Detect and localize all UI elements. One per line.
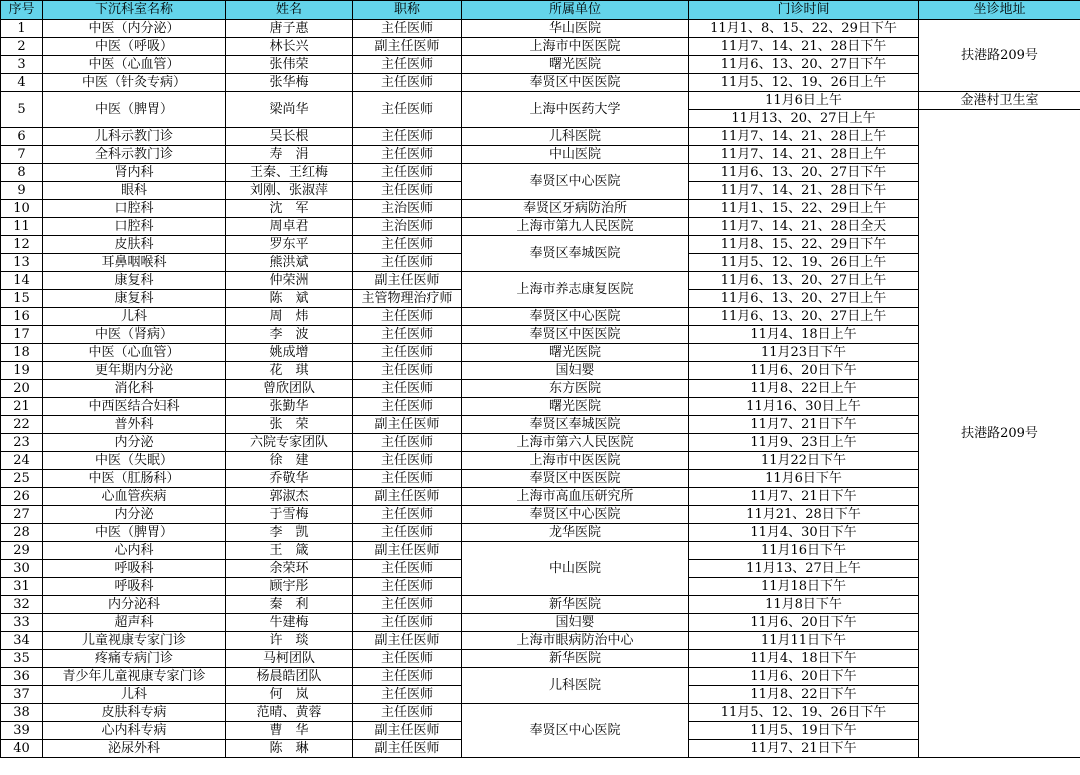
time-cell: 11月7、21日下午 <box>689 740 919 758</box>
doctor-name-cell: 六院专家团队 <box>226 434 353 452</box>
unit-cell: 上海市高血压研究所 <box>462 488 689 506</box>
time-cell: 11月16、30日上午 <box>689 398 919 416</box>
dept-cell: 儿科示教门诊 <box>43 128 226 146</box>
dept-cell: 皮肤科专病 <box>43 704 226 722</box>
time-cell: 11月8日下午 <box>689 596 919 614</box>
dept-cell: 内分泌 <box>43 434 226 452</box>
time-cell: 11月6日下午 <box>689 470 919 488</box>
dept-cell: 耳鼻咽喉科 <box>43 254 226 272</box>
dept-cell: 中医（脾胃） <box>43 524 226 542</box>
header-row <box>1 1 1080 20</box>
table-body <box>1 20 1080 758</box>
row-number: 7 <box>1 146 43 164</box>
row-number: 26 <box>1 488 43 506</box>
table-row <box>1 362 1080 380</box>
table-row <box>1 398 1080 416</box>
time-cell: 11月16日下午 <box>689 542 919 560</box>
dept-cell: 皮肤科 <box>43 236 226 254</box>
title-cell: 主任医师 <box>353 452 462 470</box>
title-cell: 主任医师 <box>353 308 462 326</box>
title-cell: 副主任医师 <box>353 272 462 290</box>
unit-cell: 奉贤区中心医院 <box>462 164 689 200</box>
table-row <box>1 704 1080 722</box>
address-cell: 金港村卫生室 <box>919 92 1080 110</box>
table-row <box>1 74 1080 92</box>
title-cell: 副主任医师 <box>353 38 462 56</box>
dept-cell: 中医（心血管） <box>43 56 226 74</box>
row-number: 15 <box>1 290 43 308</box>
doctor-name-cell: 陈 斌 <box>226 290 353 308</box>
time-cell: 11月7、14、21、28日下午 <box>689 38 919 56</box>
dept-cell: 内分泌科 <box>43 596 226 614</box>
doctor-name-cell: 张勤华 <box>226 398 353 416</box>
table-row <box>1 452 1080 470</box>
unit-cell: 上海市第九人民医院 <box>462 218 689 236</box>
title-cell: 副主任医师 <box>353 488 462 506</box>
unit-cell: 奉贤区奉城医院 <box>462 416 689 434</box>
dept-cell: 中医（失眠） <box>43 452 226 470</box>
dept-cell: 普外科 <box>43 416 226 434</box>
table-row <box>1 434 1080 452</box>
row-number: 19 <box>1 362 43 380</box>
unit-cell: 中山医院 <box>462 542 689 596</box>
header-address: 坐诊地址 <box>919 1 1080 20</box>
time-cell: 11月21、28日下午 <box>689 506 919 524</box>
dept-cell: 青少年儿童视康专家门诊 <box>43 668 226 686</box>
row-number: 17 <box>1 326 43 344</box>
doctor-name-cell: 吴长根 <box>226 128 353 146</box>
row-number: 36 <box>1 668 43 686</box>
unit-cell: 奉贤区中医医院 <box>462 470 689 488</box>
title-cell: 主任医师 <box>353 380 462 398</box>
time-cell: 11月7、14、21、28日下午 <box>689 182 919 200</box>
time-cell: 11月6、13、20、27日下午 <box>689 164 919 182</box>
doctor-name-cell: 花 琪 <box>226 362 353 380</box>
time-cell: 11月7、14、21、28日上午 <box>689 146 919 164</box>
title-cell: 主任医师 <box>353 326 462 344</box>
row-number: 12 <box>1 236 43 254</box>
row-number: 22 <box>1 416 43 434</box>
title-cell: 主任医师 <box>353 578 462 596</box>
doctor-name-cell: 罗东平 <box>226 236 353 254</box>
unit-cell: 上海市眼病防治中心 <box>462 632 689 650</box>
time-cell: 11月7、14、21、28日全天 <box>689 218 919 236</box>
time-cell: 11月4、18日上午 <box>689 326 919 344</box>
title-cell: 主任医师 <box>353 236 462 254</box>
doctor-name-cell: 郭淑杰 <box>226 488 353 506</box>
title-cell: 主任医师 <box>353 596 462 614</box>
time-cell: 11月13、20、27日上午 <box>689 110 919 128</box>
unit-cell: 上海市中医医院 <box>462 452 689 470</box>
title-cell: 主管物理治疗师 <box>353 290 462 308</box>
doctor-name-cell: 唐子惠 <box>226 20 353 38</box>
title-cell: 主任医师 <box>353 668 462 686</box>
table-row <box>1 596 1080 614</box>
dept-cell: 泌尿外科 <box>43 740 226 758</box>
time-cell: 11月6、20日下午 <box>689 362 919 380</box>
time-cell: 11月13、27日上午 <box>689 560 919 578</box>
header-time: 门诊时间 <box>689 1 919 20</box>
title-cell: 主任医师 <box>353 398 462 416</box>
table-row <box>1 200 1080 218</box>
doctor-name-cell: 仲荣洲 <box>226 272 353 290</box>
title-cell: 主任医师 <box>353 74 462 92</box>
title-cell: 主任医师 <box>353 92 462 128</box>
doctor-name-cell: 王 箴 <box>226 542 353 560</box>
row-number: 3 <box>1 56 43 74</box>
title-cell: 副主任医师 <box>353 722 462 740</box>
table-row <box>1 470 1080 488</box>
table-row <box>1 218 1080 236</box>
title-cell: 主任医师 <box>353 254 462 272</box>
time-cell: 11月6日上午 <box>689 92 919 110</box>
row-number: 14 <box>1 272 43 290</box>
header-unit: 所属单位 <box>462 1 689 20</box>
dept-cell: 口腔科 <box>43 200 226 218</box>
title-cell: 主任医师 <box>353 704 462 722</box>
dept-cell: 超声科 <box>43 614 226 632</box>
unit-cell: 龙华医院 <box>462 524 689 542</box>
row-number: 30 <box>1 560 43 578</box>
unit-cell: 曙光医院 <box>462 344 689 362</box>
doctor-name-cell: 牛建梅 <box>226 614 353 632</box>
row-number: 20 <box>1 380 43 398</box>
doctor-name-cell: 梁尚华 <box>226 92 353 128</box>
unit-cell: 奉贤区中心医院 <box>462 704 689 758</box>
row-number: 5 <box>1 92 43 128</box>
dept-cell: 呼吸科 <box>43 560 226 578</box>
doctor-name-cell: 余荣环 <box>226 560 353 578</box>
dept-cell: 心血管疾病 <box>43 488 226 506</box>
time-cell: 11月8、22日下午 <box>689 686 919 704</box>
doctor-name-cell: 张华梅 <box>226 74 353 92</box>
unit-cell: 奉贤区中医医院 <box>462 74 689 92</box>
time-cell: 11月1、8、15、22、29日下午 <box>689 20 919 38</box>
table-row <box>1 488 1080 506</box>
table-row <box>1 632 1080 650</box>
dept-cell: 肾内科 <box>43 164 226 182</box>
time-cell: 11月6、20日下午 <box>689 668 919 686</box>
time-cell: 11月9、23日上午 <box>689 434 919 452</box>
dept-cell: 口腔科 <box>43 218 226 236</box>
table-row <box>1 506 1080 524</box>
doctor-name-cell: 张伟荣 <box>226 56 353 74</box>
table-row <box>1 38 1080 56</box>
row-number: 4 <box>1 74 43 92</box>
table-row <box>1 380 1080 398</box>
table-row <box>1 308 1080 326</box>
unit-cell: 华山医院 <box>462 20 689 38</box>
title-cell: 主治医师 <box>353 200 462 218</box>
unit-cell: 新华医院 <box>462 596 689 614</box>
dept-cell: 疼痛专病门诊 <box>43 650 226 668</box>
title-cell: 主任医师 <box>353 146 462 164</box>
table-row <box>1 326 1080 344</box>
header-dept: 下沉科室名称 <box>43 1 226 20</box>
time-cell: 11月7、14、21、28日上午 <box>689 128 919 146</box>
title-cell: 主治医师 <box>353 218 462 236</box>
time-cell: 11月7、21日下午 <box>689 488 919 506</box>
unit-cell: 奉贤区中心医院 <box>462 308 689 326</box>
dept-cell: 中医（肾病） <box>43 326 226 344</box>
row-number: 25 <box>1 470 43 488</box>
title-cell: 主任医师 <box>353 506 462 524</box>
unit-cell: 上海市中医医院 <box>462 38 689 56</box>
table-row <box>1 344 1080 362</box>
title-cell: 主任医师 <box>353 20 462 38</box>
unit-cell: 奉贤区中心医院 <box>462 506 689 524</box>
table-row <box>1 542 1080 560</box>
title-cell: 主任医师 <box>353 128 462 146</box>
table-row <box>1 20 1080 38</box>
doctor-name-cell: 张 荣 <box>226 416 353 434</box>
dept-cell: 眼科 <box>43 182 226 200</box>
row-number: 32 <box>1 596 43 614</box>
dept-cell: 内分泌 <box>43 506 226 524</box>
dept-cell: 中医（内分泌） <box>43 20 226 38</box>
header-title: 职称 <box>353 1 462 20</box>
unit-cell: 国妇婴 <box>462 614 689 632</box>
time-cell: 11月6、20日下午 <box>689 614 919 632</box>
unit-cell: 国妇婴 <box>462 362 689 380</box>
time-cell: 11月22日下午 <box>689 452 919 470</box>
table-row <box>1 56 1080 74</box>
time-cell: 11月18日下午 <box>689 578 919 596</box>
row-number: 1 <box>1 20 43 38</box>
dept-cell: 中医（脾胃） <box>43 92 226 128</box>
time-cell: 11月8、15、22、29日下午 <box>689 236 919 254</box>
row-number: 10 <box>1 200 43 218</box>
title-cell: 副主任医师 <box>353 632 462 650</box>
title-cell: 主任医师 <box>353 434 462 452</box>
table-row <box>1 524 1080 542</box>
table-row <box>1 128 1080 146</box>
doctor-name-cell: 杨晨皓团队 <box>226 668 353 686</box>
unit-cell: 中山医院 <box>462 146 689 164</box>
dept-cell: 儿科 <box>43 686 226 704</box>
dept-cell: 全科示教门诊 <box>43 146 226 164</box>
time-cell: 11月5、12、19、26日上午 <box>689 74 919 92</box>
doctor-name-cell: 秦 利 <box>226 596 353 614</box>
doctor-name-cell: 刘刚、张淑萍 <box>226 182 353 200</box>
unit-cell: 上海市第六人民医院 <box>462 434 689 452</box>
unit-cell: 奉贤区奉城医院 <box>462 236 689 272</box>
doctor-name-cell: 马柯团队 <box>226 650 353 668</box>
table-row <box>1 164 1080 182</box>
unit-cell: 儿科医院 <box>462 128 689 146</box>
time-cell: 11月8、22日上午 <box>689 380 919 398</box>
doctor-name-cell: 李 凯 <box>226 524 353 542</box>
row-number: 31 <box>1 578 43 596</box>
header-name: 姓名 <box>226 1 353 20</box>
title-cell: 主任医师 <box>353 182 462 200</box>
doctor-name-cell: 周卓君 <box>226 218 353 236</box>
dept-cell: 中医（肛肠科） <box>43 470 226 488</box>
time-cell: 11月4、30日下午 <box>689 524 919 542</box>
title-cell: 主任医师 <box>353 164 462 182</box>
time-cell: 11月5、12、19、26日上午 <box>689 254 919 272</box>
time-cell: 11月6、13、20、27日上午 <box>689 290 919 308</box>
title-cell: 主任医师 <box>353 614 462 632</box>
row-number: 8 <box>1 164 43 182</box>
table-row <box>1 668 1080 686</box>
title-cell: 主任医师 <box>353 470 462 488</box>
table-row <box>1 92 1080 110</box>
header-no: 序号 <box>1 1 43 20</box>
dept-cell: 心内科 <box>43 542 226 560</box>
row-number: 35 <box>1 650 43 668</box>
row-number: 37 <box>1 686 43 704</box>
title-cell: 主任医师 <box>353 686 462 704</box>
doctor-name-cell: 寿 涓 <box>226 146 353 164</box>
dept-cell: 中医（呼吸） <box>43 38 226 56</box>
doctor-name-cell: 曹 华 <box>226 722 353 740</box>
row-number: 2 <box>1 38 43 56</box>
row-number: 27 <box>1 506 43 524</box>
time-cell: 11月5、12、19、26日下午 <box>689 704 919 722</box>
doctor-name-cell: 王秦、王红梅 <box>226 164 353 182</box>
dept-cell: 中医（针灸专病） <box>43 74 226 92</box>
dept-cell: 消化科 <box>43 380 226 398</box>
dept-cell: 中医（心血管） <box>43 344 226 362</box>
title-cell: 主任医师 <box>353 560 462 578</box>
dept-cell: 中西医结合妇科 <box>43 398 226 416</box>
unit-cell: 上海市养志康复医院 <box>462 272 689 308</box>
title-cell: 副主任医师 <box>353 542 462 560</box>
title-cell: 主任医师 <box>353 524 462 542</box>
doctor-name-cell: 乔敬华 <box>226 470 353 488</box>
row-number: 13 <box>1 254 43 272</box>
row-number: 18 <box>1 344 43 362</box>
dept-cell: 儿童视康专家门诊 <box>43 632 226 650</box>
row-number: 11 <box>1 218 43 236</box>
row-number: 9 <box>1 182 43 200</box>
unit-cell: 奉贤区牙病防治所 <box>462 200 689 218</box>
time-cell: 11月7、21日下午 <box>689 416 919 434</box>
title-cell: 主任医师 <box>353 650 462 668</box>
table-row <box>1 272 1080 290</box>
row-number: 34 <box>1 632 43 650</box>
doctor-name-cell: 许 琰 <box>226 632 353 650</box>
table-row <box>1 614 1080 632</box>
row-number: 6 <box>1 128 43 146</box>
time-cell: 11月4、18日下午 <box>689 650 919 668</box>
table-row <box>1 416 1080 434</box>
row-number: 39 <box>1 722 43 740</box>
doctor-name-cell: 曾欣团队 <box>226 380 353 398</box>
unit-cell: 曙光医院 <box>462 56 689 74</box>
time-cell: 11月6、13、20、27日下午 <box>689 56 919 74</box>
unit-cell: 奉贤区中医医院 <box>462 326 689 344</box>
address-cell: 扶港路209号 <box>919 110 1080 758</box>
doctor-name-cell: 周 炜 <box>226 308 353 326</box>
time-cell: 11月23日下午 <box>689 344 919 362</box>
row-number: 40 <box>1 740 43 758</box>
title-cell: 副主任医师 <box>353 416 462 434</box>
dept-cell: 心内科专病 <box>43 722 226 740</box>
dept-cell: 康复科 <box>43 290 226 308</box>
title-cell: 主任医师 <box>353 362 462 380</box>
doctor-name-cell: 顾宇彤 <box>226 578 353 596</box>
dept-cell: 儿科 <box>43 308 226 326</box>
table-row <box>1 236 1080 254</box>
doctor-name-cell: 徐 建 <box>226 452 353 470</box>
row-number: 28 <box>1 524 43 542</box>
row-number: 24 <box>1 452 43 470</box>
title-cell: 主任医师 <box>353 344 462 362</box>
time-cell: 11月5、19日下午 <box>689 722 919 740</box>
doctor-name-cell: 范晴、黄蓉 <box>226 704 353 722</box>
unit-cell: 新华医院 <box>462 650 689 668</box>
time-cell: 11月1、15、22、29日上午 <box>689 200 919 218</box>
row-number: 16 <box>1 308 43 326</box>
time-cell: 11月6、13、20、27日上午 <box>689 272 919 290</box>
doctor-name-cell: 林长兴 <box>226 38 353 56</box>
doctor-name-cell: 沈 军 <box>226 200 353 218</box>
time-cell: 11月11日下午 <box>689 632 919 650</box>
row-number: 33 <box>1 614 43 632</box>
dept-cell: 呼吸科 <box>43 578 226 596</box>
table-row <box>1 650 1080 668</box>
row-number: 23 <box>1 434 43 452</box>
time-cell: 11月6、13、20、27日上午 <box>689 308 919 326</box>
doctor-name-cell: 姚成增 <box>226 344 353 362</box>
unit-cell: 曙光医院 <box>462 398 689 416</box>
doctor-name-cell: 何 岚 <box>226 686 353 704</box>
address-cell: 扶港路209号 <box>919 20 1080 92</box>
row-number: 38 <box>1 704 43 722</box>
dept-cell: 更年期内分泌 <box>43 362 226 380</box>
unit-cell: 上海中医药大学 <box>462 92 689 128</box>
doctor-name-cell: 熊洪斌 <box>226 254 353 272</box>
doctor-name-cell: 陈 琳 <box>226 740 353 758</box>
doctor-name-cell: 李 波 <box>226 326 353 344</box>
unit-cell: 儿科医院 <box>462 668 689 704</box>
doctor-name-cell: 于雪梅 <box>226 506 353 524</box>
title-cell: 副主任医师 <box>353 740 462 758</box>
unit-cell: 东方医院 <box>462 380 689 398</box>
table-row <box>1 146 1080 164</box>
row-number: 21 <box>1 398 43 416</box>
dept-cell: 康复科 <box>43 272 226 290</box>
row-number: 29 <box>1 542 43 560</box>
title-cell: 主任医师 <box>353 56 462 74</box>
